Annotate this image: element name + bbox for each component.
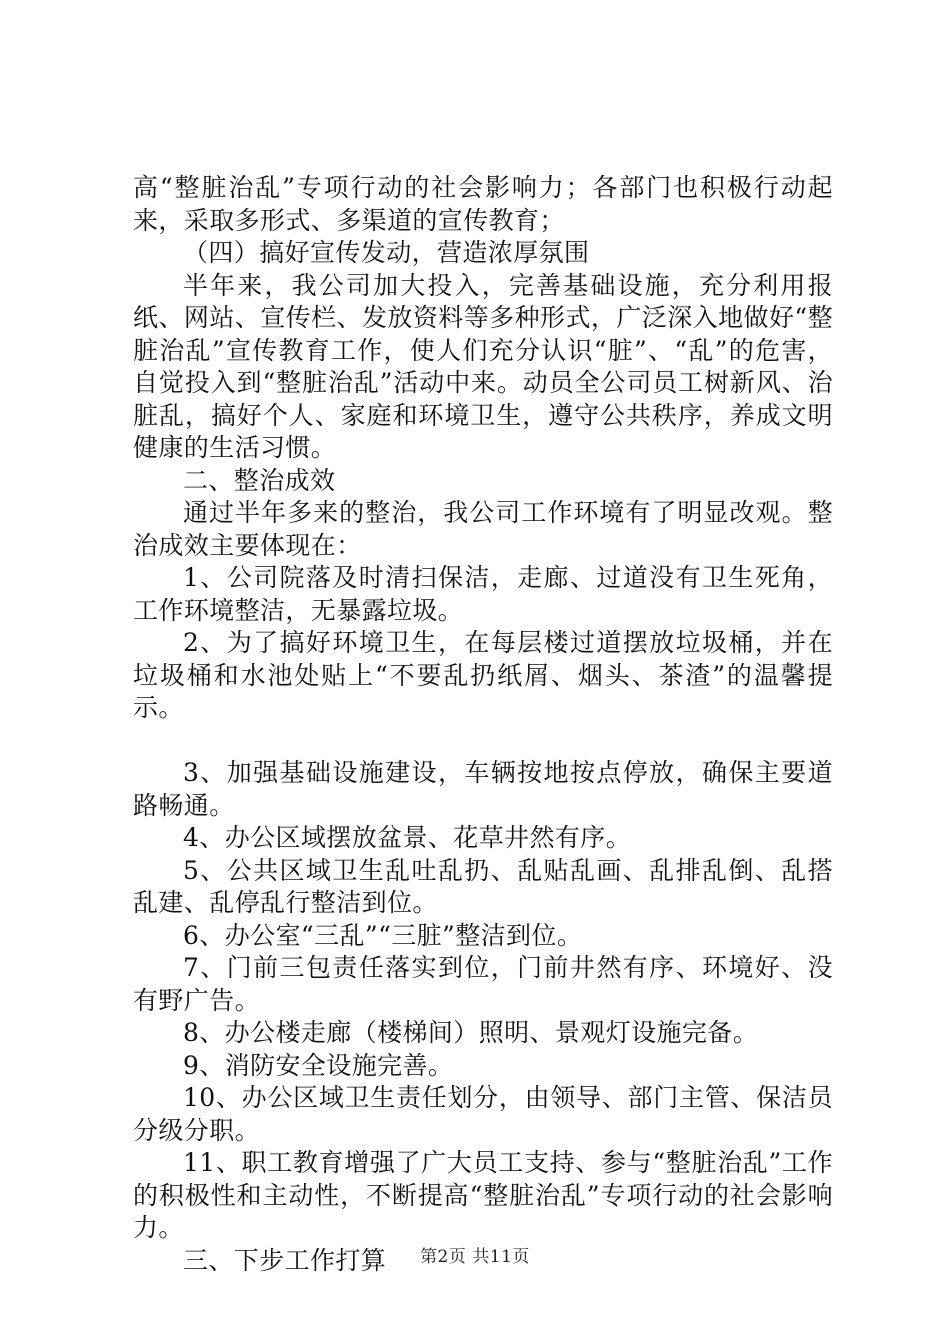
list-item-4: 4、办公区域摆放盆景、花草井然有序。 — [183, 823, 632, 852]
section-heading-results: 二、整治成效 — [183, 465, 336, 495]
paragraph-results-intro: 通过半年多来的整治，我公司工作环境有了明显改观。整治成效主要体现在： — [133, 498, 833, 560]
list-item-3: 3、加强基础设施建设，车辆按地按点停放，确保主要道路畅通。 — [133, 758, 833, 820]
blank-line — [133, 725, 833, 758]
paragraph-publicity: 半年来，我公司加大投入，完善基础设施，充分利用报纸、网站、宣传栏、发放资料等多种形式，广泛深入地做好“整脏治乱”宣传教育工作，使人们充分认识“脏”、“乱”的危害，自觉投入到“整脏治乱”活动中来。动员全公司员工树新风、治脏乱，搞好个人、家庭和环境卫生，遵守公共秩序，养成文明健康的生活习惯。 — [133, 270, 833, 462]
list-item-11: 11、职工教育增强了广大员工支持、参与“整脏治乱”工作的积极性和主动性，不断提高“整脏治乱”专项行动的社会影响力。 — [133, 1148, 833, 1242]
paragraph-continuation: 高“整脏治乱”专项行动的社会影响力；各部门也积极行动起来，采取多形式、多渠道的宣传教育； — [133, 173, 833, 235]
section-heading-next-steps: 三、下步工作打算 — [183, 1245, 387, 1275]
list-item-7: 7、门前三包责任落实到位，门前井然有序、环境好、没有野广告。 — [133, 953, 833, 1015]
section-heading-publicity: （四）搞好宣传发动，营造浓厚氛围 — [183, 238, 590, 267]
list-item-9: 9、消防安全设施完善。 — [183, 1050, 454, 1080]
list-item-8: 8、办公楼走廊（楼梯间）照明、景观灯设施完备。 — [183, 1018, 759, 1047]
list-item-2: 2、为了搞好环境卫生，在每层楼过道摆放垃圾桶，并在垃圾桶和水池处贴上“不要乱扔纸屑、烟头、茶渣”的温馨提示。 — [133, 628, 833, 722]
list-item-10: 10、办公区域卫生责任划分，由领导、部门主管、保洁员分级分职。 — [133, 1083, 833, 1145]
page-number-footer: 第2页 共11页 — [420, 1247, 530, 1267]
document-body — [133, 172, 833, 1277]
list-item-1: 1、公司院落及时清扫保洁，走廊、过道没有卫生死角，工作环境整洁，无暴露垃圾。 — [133, 563, 833, 625]
list-item-5: 5、公共区域卫生乱吐乱扔、乱贴乱画、乱排乱倒、乱搭乱建、乱停乱行整洁到位。 — [133, 855, 833, 917]
list-item-6: 6、办公室“三乱”“三脏”整洁到位。 — [183, 920, 583, 950]
